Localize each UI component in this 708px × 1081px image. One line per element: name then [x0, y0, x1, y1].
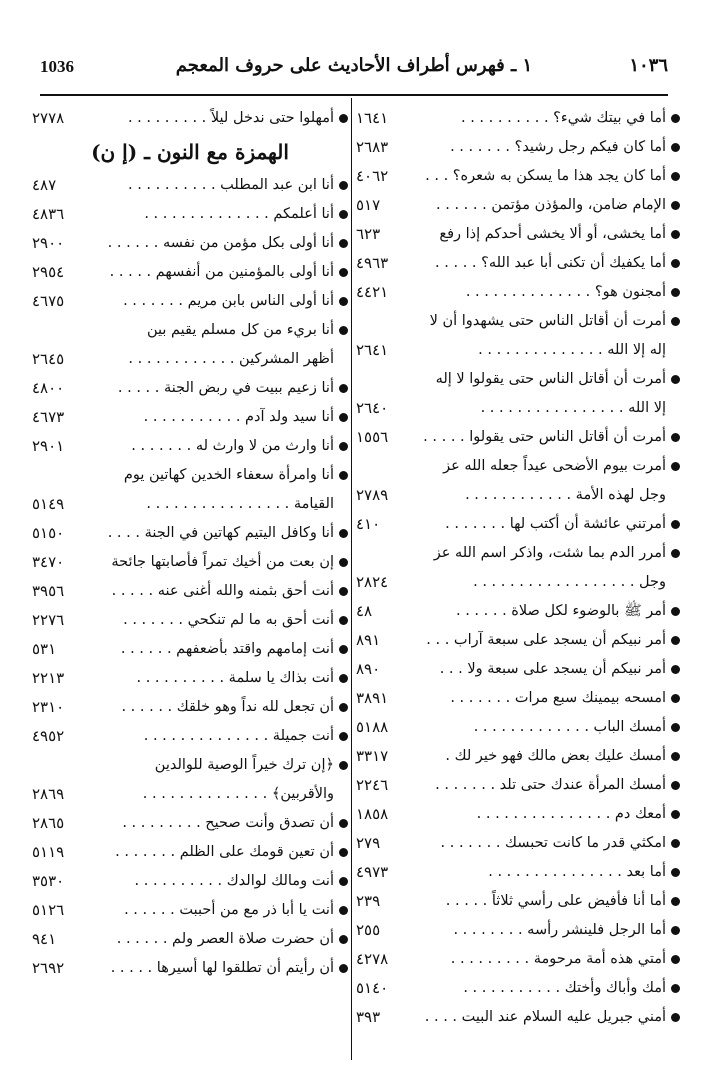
bullet-icon: [671, 317, 680, 326]
hadith-number: ٣٩٥٦: [32, 582, 65, 600]
entry-text: أمرت أن أقاتل الناس حتى يقولوا لا إله: [435, 371, 666, 387]
index-entry: [356, 655, 680, 684]
page-number-latin: 1036: [40, 57, 74, 76]
hadith-number: ٣٣١٧: [356, 747, 389, 765]
left-column-top: [32, 104, 348, 133]
entry-text: أنا سيد ولد آدم . . . . . . . . . . .: [143, 409, 334, 425]
index-entry: [32, 722, 348, 751]
bullet-icon: [671, 781, 680, 790]
hadith-number: ٢٧٩: [356, 834, 381, 852]
hadith-number: ٢٩٥٤: [32, 263, 65, 281]
index-entry: [32, 229, 348, 258]
bullet-icon: [339, 761, 348, 770]
entry-text: أما يكفيك أن تكنى أبا عبد الله؟ . . . . .: [435, 255, 666, 271]
right-column: [356, 104, 680, 1032]
entry-text: أما كان يجد هذا ما يسكن به شعره؟ . . .: [425, 168, 666, 184]
hadith-number: ٢٣٩: [356, 892, 381, 910]
bullet-icon: [339, 732, 348, 741]
index-entry: [32, 374, 348, 403]
index-entry: [356, 539, 680, 597]
bullet-icon: [671, 665, 680, 674]
entry-text-continued: والأقربين﴾ . . . . . . . . . . . . . .: [142, 786, 334, 802]
index-entry: [32, 104, 348, 133]
index-entry: [356, 742, 680, 771]
index-entry: [32, 577, 348, 606]
bullet-icon: [671, 868, 680, 877]
bullet-icon: [671, 201, 680, 210]
hadith-number: ٤٩٧٣: [356, 863, 389, 881]
bullet-icon: [671, 636, 680, 645]
entry-text: أمرت أن أقاتل الناس حتى يشهدوا أن لا: [429, 313, 666, 329]
hadith-number: ٤٨٧: [32, 176, 57, 194]
index-entry: [32, 606, 348, 635]
hadith-number: ٣٩٣: [356, 1008, 381, 1026]
running-title: ١ ـ فهرس أطراف الأحاديث على حروف المعجم: [175, 55, 533, 76]
bullet-icon: [671, 810, 680, 819]
entry-text: أن تصدق وأنت صحيح . . . . . . . . .: [122, 815, 334, 831]
hadith-number: ٢٥٥: [356, 921, 381, 939]
index-entry: [356, 162, 680, 191]
hadith-number: ٢٩٠١: [32, 437, 65, 455]
bullet-icon: [671, 752, 680, 761]
page-header: [40, 55, 668, 95]
hadith-number: ٢٩٠٠: [32, 234, 65, 252]
hadith-number: ٤٩٦٣: [356, 254, 389, 272]
header-rule: [40, 94, 668, 96]
index-entry: [356, 684, 680, 713]
hadith-number: ٢٦٤٥: [32, 350, 65, 368]
index-entry: [356, 626, 680, 655]
bullet-icon: [671, 114, 680, 123]
hadith-number: ٤٩٥٢: [32, 727, 65, 745]
entry-text: أمرت بيوم الأضحى عيداً جعله الله عز: [443, 458, 666, 474]
bullet-icon: [339, 529, 348, 538]
entry-text: أما كان فيكم رجل رشيد؟ . . . . . . .: [450, 139, 666, 155]
column-divider: [351, 98, 352, 1060]
index-entry: [356, 916, 680, 945]
hadith-number: ٥١٧: [356, 196, 381, 214]
bullet-icon: [671, 607, 680, 616]
bullet-icon: [339, 906, 348, 915]
entry-text: أنا أولى بالمؤمنين من أنفسهم . . . . .: [109, 264, 334, 280]
bullet-icon: [339, 703, 348, 712]
section-title: الهمزة مع النون ـ (إ ن): [91, 140, 289, 164]
bullet-icon: [339, 326, 348, 335]
hadith-number: ٢٧٨٩: [356, 486, 389, 504]
hadith-number: ٢٢٤٦: [356, 776, 389, 794]
bullet-icon: [339, 384, 348, 393]
entry-text: أنا بريء من كل مسلم يقيم بين: [146, 322, 334, 338]
hadith-number: ٤٨٠٠: [32, 379, 65, 397]
bullet-icon: [671, 520, 680, 529]
hadith-number: ٩٤١: [32, 930, 57, 948]
bullet-icon: [671, 375, 680, 384]
entry-text: أنا أعلمكم . . . . . . . . . . . . . .: [144, 206, 334, 222]
bullet-icon: [339, 674, 348, 683]
hadith-number: ٨٩٠: [356, 660, 381, 678]
bullet-icon: [339, 297, 348, 306]
entry-text: ﴿إن ترك خيراً الوصية للوالدين: [154, 757, 334, 773]
index-entry: [32, 867, 348, 896]
entry-text: أنت ومالك لوالدك . . . . . . . . . .: [134, 873, 334, 889]
left-column-entries: [32, 171, 348, 983]
hadith-number: ٦٢٣: [356, 225, 381, 243]
entry-text: أنا ابن عبد المطلب . . . . . . . . . .: [128, 177, 334, 193]
entry-text: أمرت أن أقاتل الناس حتى يقولوا . . . . .: [423, 429, 666, 445]
bullet-icon: [339, 471, 348, 480]
hadith-number: ٥١٥٠: [32, 524, 65, 542]
bullet-icon: [671, 839, 680, 848]
index-entry: [356, 1003, 680, 1032]
bullet-icon: [339, 964, 348, 973]
bullet-icon: [339, 645, 348, 654]
hadith-number: ٢٨٦٥: [32, 814, 65, 832]
entry-text: أن تعين قومك على الظلم . . . . . . .: [115, 844, 334, 860]
entry-text: أمرتني عائشة أن أكتب لها . . . . . . .: [445, 516, 666, 532]
entry-text: أمجنون هو؟ . . . . . . . . . . . . . .: [465, 284, 666, 300]
index-entry: [32, 635, 348, 664]
entry-text: أمك وأباك وأختك . . . . . . . . . . .: [463, 980, 666, 996]
index-entry: [356, 800, 680, 829]
bullet-icon: [339, 616, 348, 625]
entry-text-continued: وجل لهذه الأمة . . . . . . . . . . . .: [465, 487, 666, 503]
hadith-number: ١٨٥٨: [356, 805, 389, 823]
index-entry: [356, 597, 680, 626]
index-entry: [356, 974, 680, 1003]
entry-text: أنت يا أبا ذر مع من أحببت . . . . . .: [124, 902, 334, 918]
bullet-icon: [671, 462, 680, 471]
index-entry: [32, 693, 348, 722]
entry-text-continued: إله إلا الله . . . . . . . . . . . . . .: [478, 342, 666, 358]
entry-text: أمسك المرأة عندك حتى تلد . . . . . . .: [435, 777, 666, 793]
entry-text: أمهلوا حتى ندخل ليلاً . . . . . . . . .: [127, 110, 334, 126]
entry-text: أمسك عليك بعض مالك فهو خير لك .: [445, 748, 666, 764]
index-entry: [356, 249, 680, 278]
entry-text: أن رأيتم أن تطلقوا لها أسيرها . . . . .: [110, 960, 334, 976]
bullet-icon: [339, 935, 348, 944]
hadith-number: ٥١٨٨: [356, 718, 389, 736]
index-entry: [32, 838, 348, 867]
index-entry: [356, 278, 680, 307]
entry-text-continued: أظهر المشركين . . . . . . . . . . . .: [128, 351, 334, 367]
bullet-icon: [339, 114, 348, 123]
index-entry: [356, 365, 680, 423]
index-entry: [32, 171, 348, 200]
bullet-icon: [339, 587, 348, 596]
hadith-number: ٢٨٦٩: [32, 785, 65, 803]
index-entry: [32, 403, 348, 432]
hadith-number: ٢٢٧٦: [32, 611, 65, 629]
bullet-icon: [671, 926, 680, 935]
entry-text: أنا زعيم ببيت في ربض الجنة . . . . .: [117, 380, 334, 396]
index-entry: [356, 104, 680, 133]
index-entry: [32, 287, 348, 316]
bullet-icon: [671, 143, 680, 152]
hadith-number: ٨٩١: [356, 631, 381, 649]
bullet-icon: [339, 848, 348, 857]
index-entry: [32, 316, 348, 374]
entry-text: الإمام ضامن، والمؤذن مؤتمن . . . . . .: [436, 197, 666, 213]
left-column: [32, 104, 348, 983]
entry-text: أنا وارث من لا وارث له . . . . . . .: [131, 438, 334, 454]
hadith-number: ٤٤٢١: [356, 283, 389, 301]
index-entry: [32, 896, 348, 925]
entry-text: أمسك الباب . . . . . . . . . . . . .: [473, 719, 666, 735]
index-entry: [32, 519, 348, 548]
bullet-icon: [671, 694, 680, 703]
index-entry: [356, 423, 680, 452]
bullet-icon: [339, 877, 348, 886]
bullet-icon: [339, 210, 348, 219]
index-entry: [356, 191, 680, 220]
bullet-icon: [339, 181, 348, 190]
hadith-number: ٢٦٤٠: [356, 399, 389, 417]
hadith-number: ٣٨٩١: [356, 689, 389, 707]
index-entry: [356, 771, 680, 800]
bullet-icon: [671, 433, 680, 442]
hadith-number: ٢٦٨٣: [356, 138, 389, 156]
index-entry: [32, 258, 348, 287]
hadith-number: ٥١٢٦: [32, 901, 65, 919]
entry-text: أن حضرت صلاة العصر ولم . . . . . .: [116, 931, 334, 947]
bullet-icon: [339, 413, 348, 422]
index-entry: [356, 510, 680, 539]
hadith-number: ٥٣١: [32, 640, 57, 658]
index-entry: [32, 432, 348, 461]
entry-text: أما بعد . . . . . . . . . . . . . . .: [488, 864, 666, 880]
index-entry: [32, 925, 348, 954]
index-entry: [32, 954, 348, 983]
hadith-number: ٣٥٣٠: [32, 872, 65, 890]
bullet-icon: [671, 230, 680, 239]
hadith-number: ٥١٤٩: [32, 495, 65, 513]
hadith-number: ٢٣١٠: [32, 698, 65, 716]
index-entry: [356, 829, 680, 858]
entry-text: أنت إمامهم واقتد بأضعفهم . . . . . .: [120, 641, 334, 657]
entry-text: أمر نبيكم أن يسجد على سبعة آراب . . .: [426, 632, 666, 648]
entry-text: أنا أولى الناس بابن مريم . . . . . . .: [123, 293, 334, 309]
entry-text: أنا وامرأة سعفاء الخدين كهاتين يوم: [123, 467, 334, 483]
hadith-number: ١٦٤١: [356, 109, 389, 127]
bullet-icon: [671, 955, 680, 964]
bullet-icon: [671, 897, 680, 906]
index-entry: [356, 307, 680, 365]
hadith-number: ٤٨: [356, 602, 373, 620]
hadith-number: ٤٨٣٦: [32, 205, 65, 223]
entry-text: أمتي هذه أمة مرحومة . . . . . . . . .: [450, 951, 666, 967]
entry-text: امكثي قدر ما كانت تحبسك . . . . . . .: [440, 835, 666, 851]
entry-text: أما يخشى، أو ألا يخشى أحدكم إذا رفع: [439, 226, 666, 242]
entry-text-continued: وجل . . . . . . . . . . . . . . . . . .: [473, 574, 666, 590]
hadith-number: ٤٦٧٣: [32, 408, 65, 426]
hadith-number: ٤١٠: [356, 515, 381, 533]
bullet-icon: [671, 723, 680, 732]
hadith-number: ٢٧٧٨: [32, 109, 65, 127]
index-entry: [356, 887, 680, 916]
index-entry: [356, 452, 680, 510]
index-entry: [32, 809, 348, 838]
entry-text-continued: إلا الله . . . . . . . . . . . . . . . .: [480, 400, 666, 416]
entry-text: أنا وكافل اليتيم كهاتين في الجنة . . . .: [107, 525, 334, 541]
hadith-number: ٢٨٢٤: [356, 573, 389, 591]
hadith-number: ٣٤٧٠: [32, 553, 65, 571]
bullet-icon: [339, 558, 348, 567]
index-entry: [32, 200, 348, 229]
entry-text-continued: القيامة . . . . . . . . . . . . . . . .: [146, 496, 334, 512]
entry-text: أن تجعل لله نداً وهو خلقك . . . . . .: [121, 699, 334, 715]
hadith-number: ٢٦٩٢: [32, 959, 65, 977]
bullet-icon: [671, 549, 680, 558]
hadith-number: ٥١١٩: [32, 843, 65, 861]
index-entry: [32, 751, 348, 809]
page-number-arabic: ١٠٣٦: [629, 55, 668, 76]
index-entry: [356, 220, 680, 249]
hadith-number: ٥١٤٠: [356, 979, 389, 997]
bullet-icon: [339, 819, 348, 828]
entry-text: أمرر الدم بما شئت، واذكر اسم الله عز: [433, 545, 666, 561]
entry-text: أمعك دم . . . . . . . . . . . . . . .: [476, 806, 666, 822]
hadith-number: ٤٦٧٥: [32, 292, 65, 310]
bullet-icon: [339, 442, 348, 451]
entry-text: أنا أولى بكل مؤمن من نفسه . . . . . .: [107, 235, 334, 251]
entry-text: أنت أحق بثمنه والله أغنى عنه . . . . .: [111, 583, 334, 599]
index-entry: [32, 548, 348, 577]
hadith-number: ٢٢١٣: [32, 669, 65, 687]
index-entry: [356, 133, 680, 162]
bullet-icon: [339, 239, 348, 248]
entry-text: أنت جميلة . . . . . . . . . . . . . .: [143, 728, 334, 744]
entry-text: أما في بيتك شيء؟ . . . . . . . . . .: [461, 110, 666, 126]
index-entry: [32, 461, 348, 519]
bullet-icon: [671, 984, 680, 993]
hadith-number: ١٥٥٦: [356, 428, 389, 446]
entry-text: أمني جبريل عليه السلام عند البيت . . . .: [424, 1009, 666, 1025]
hadith-number: ٤٢٧٨: [356, 950, 389, 968]
index-entry: [356, 713, 680, 742]
entry-text: امسحه بيمينك سبع مرات . . . . . . .: [450, 690, 666, 706]
bullet-icon: [339, 268, 348, 277]
bullet-icon: [671, 288, 680, 297]
hadith-number: ٤٠٦٢: [356, 167, 389, 185]
entry-text: إن بعت من أخيك تمراً فأصابتها جائحة: [111, 554, 334, 570]
hadith-number: ٢٦٤١: [356, 341, 389, 359]
bullet-icon: [671, 1013, 680, 1022]
bullet-icon: [671, 172, 680, 181]
index-entry: [32, 664, 348, 693]
entry-text: أمر نبيكم أن يسجد على سبعة ولا . . .: [439, 661, 666, 677]
entry-text: أما الرجل فلينشر رأسه . . . . . . . .: [453, 922, 666, 938]
index-entry: [356, 945, 680, 974]
bullet-icon: [671, 259, 680, 268]
entry-text: أما أنا فأفيض على رأسي ثلاثاً . . . . .: [445, 893, 666, 909]
index-entry: [356, 858, 680, 887]
entry-text: أمر ﷺ بالوضوء لكل صلاة . . . . . .: [455, 603, 666, 619]
entry-text: أنت أحق به ما لم تنكحي . . . . . . .: [123, 612, 334, 628]
entry-text: أنت بذاك يا سلمة . . . . . . . . . .: [136, 670, 334, 686]
